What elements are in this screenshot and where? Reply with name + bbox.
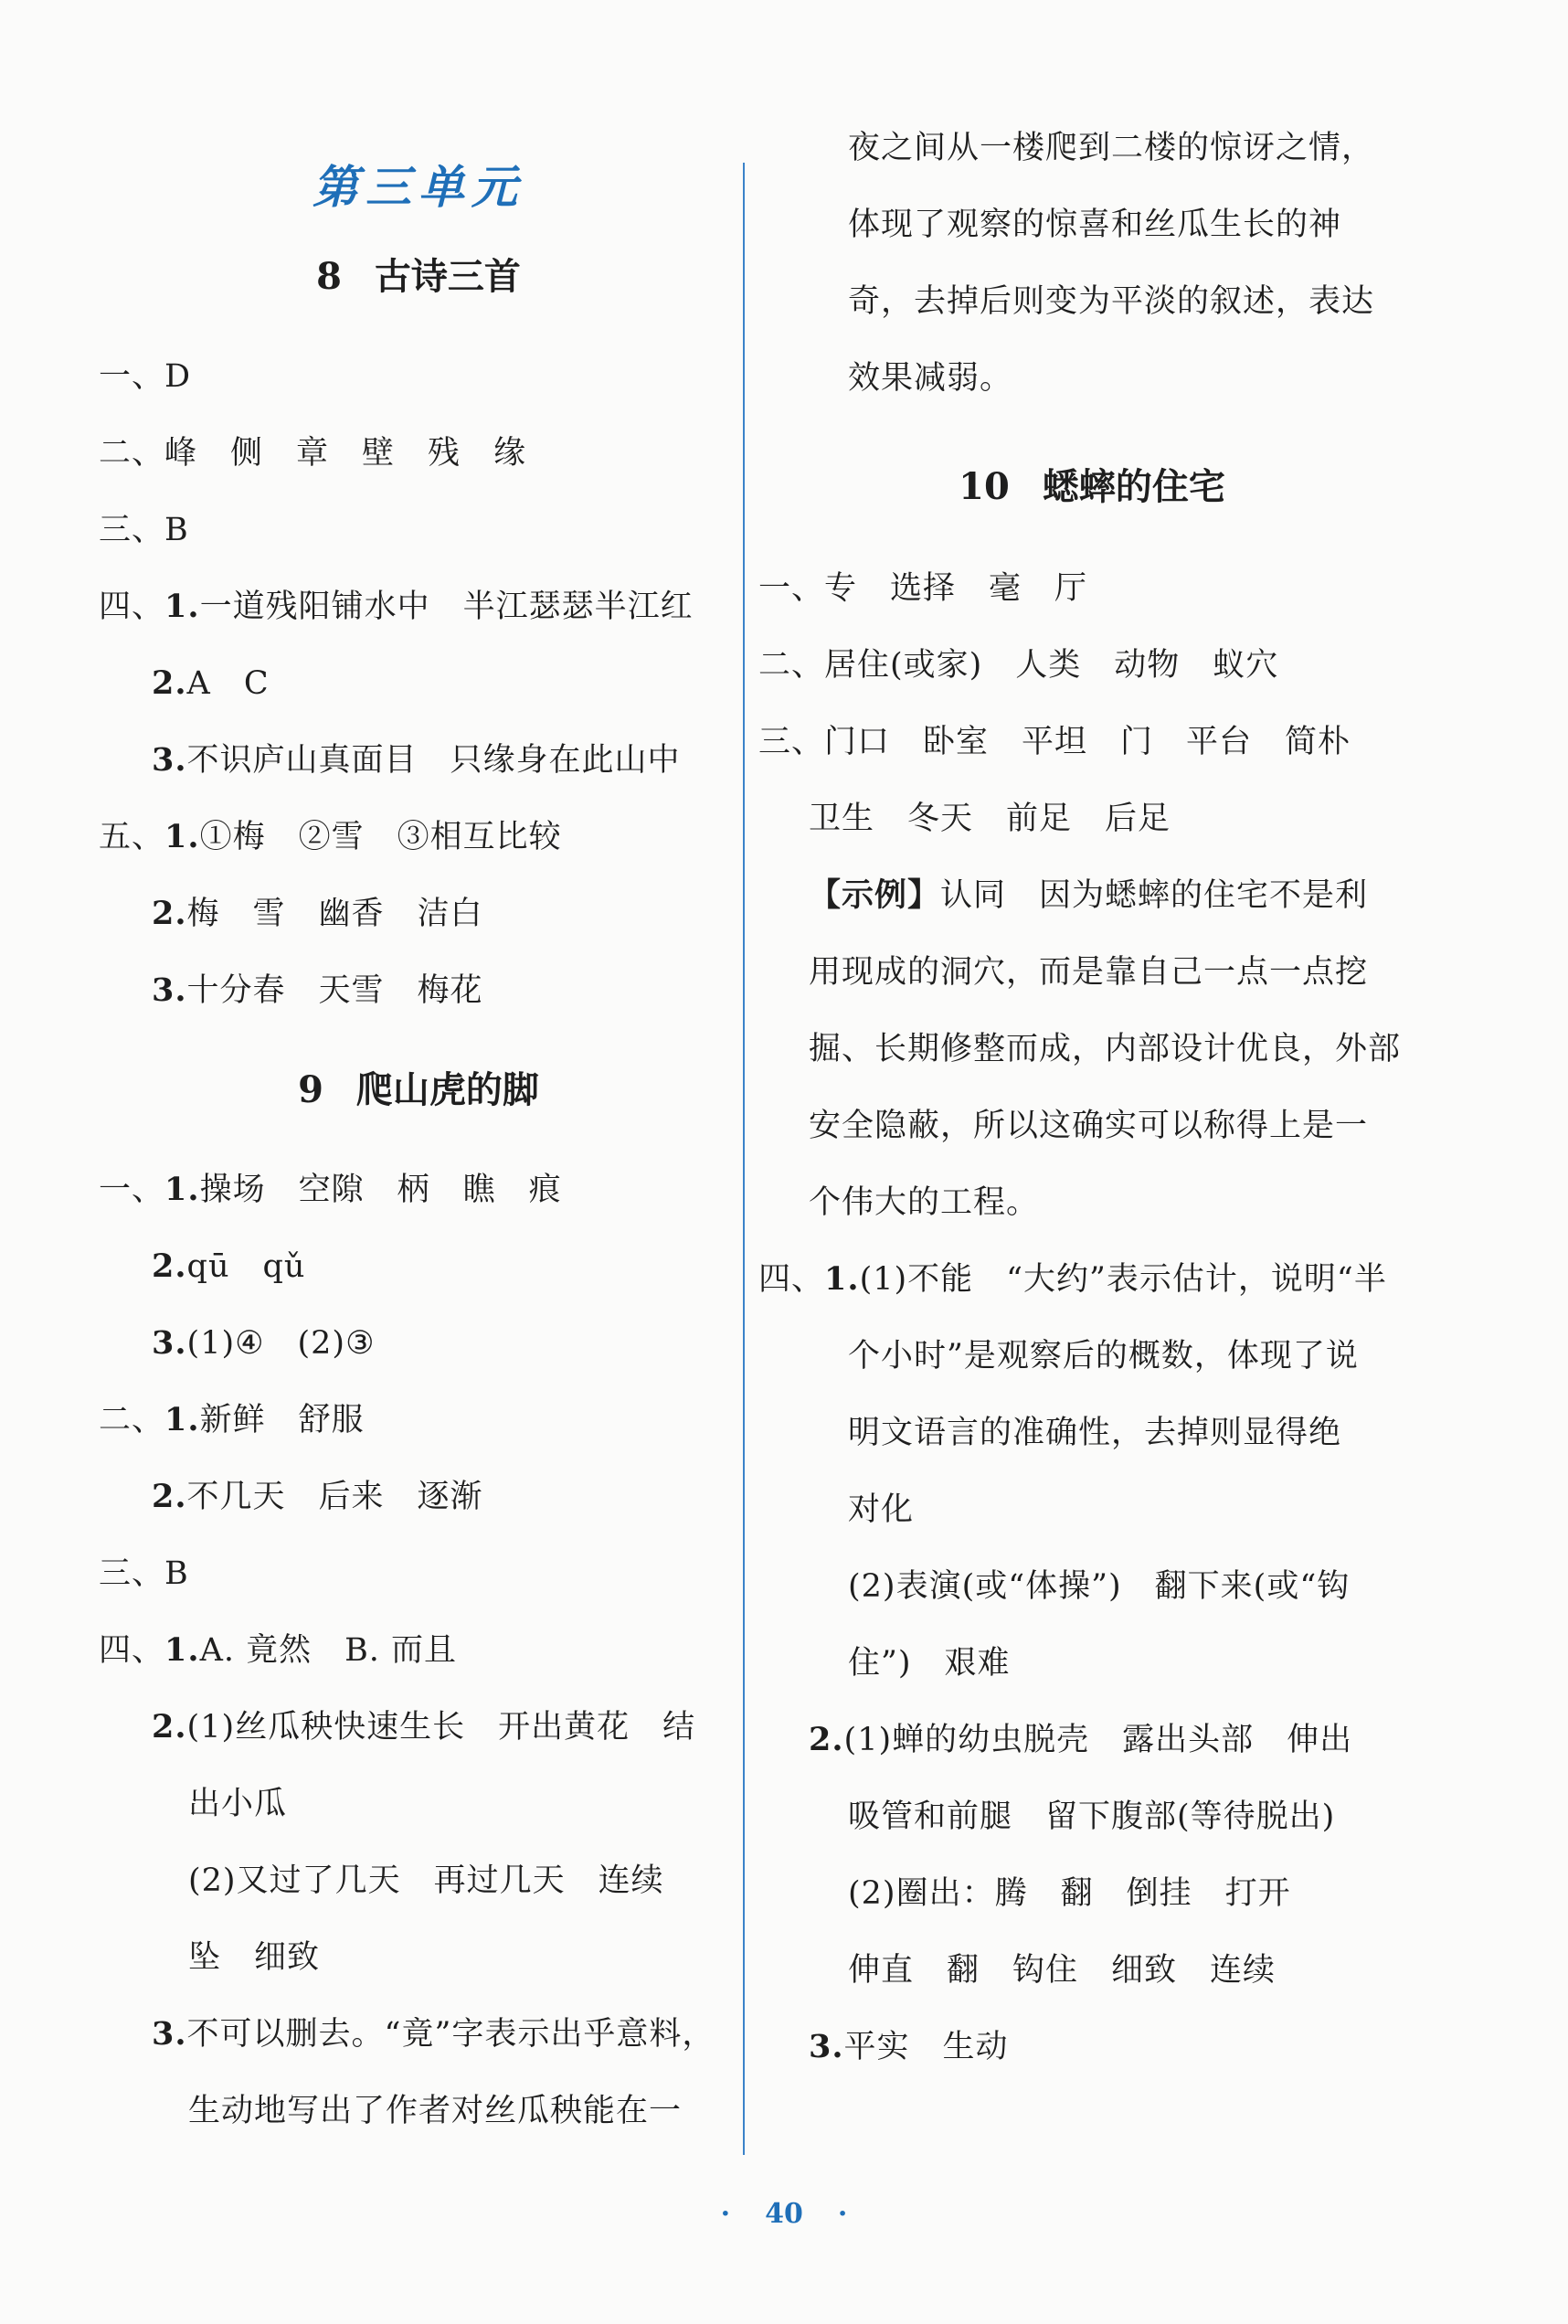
page-number: 40 (765, 2198, 803, 2230)
item-number: 1. (164, 1171, 200, 1208)
answer-line: 明文语言的准确性，去掉则显得绝 (848, 1415, 1342, 1451)
answer-line: 奇，去掉后则变为平淡的叙述，表达 (848, 283, 1375, 320)
item-prefix: 四、 (758, 1261, 825, 1298)
answer-line: 体现了观察的惊喜和丝瓜生长的神 (848, 207, 1342, 243)
item-text: A. 竟然 B. 而且 (199, 1632, 458, 1669)
item-text: 一道残阳铺水中 半江瑟瑟半江红 (199, 589, 694, 625)
answer-line: 用现成的洞穴，而是靠自己一点一点挖 (809, 954, 1369, 991)
item-number: 2. (152, 1708, 187, 1746)
item-number: 1. (824, 1260, 860, 1298)
item-text: 平实 生动 (843, 2029, 1009, 2065)
item-number: 1. (164, 818, 200, 855)
section-8-title (99, 236, 738, 318)
answer-line (99, 799, 738, 875)
section-10-title (758, 446, 1425, 528)
answer-line: 坠 细致 (188, 1939, 321, 1976)
answer-line: 生动地写出了作者对丝瓜秧能在一 (188, 2093, 683, 2129)
section-number: 9 (298, 1068, 323, 1111)
item-prefix: 五、 (99, 819, 165, 855)
footer-dot-left: · (720, 2198, 731, 2230)
answer-line (99, 875, 738, 952)
item-text: (1)不能 “大约”表示估计，说明“半 (859, 1261, 1387, 1298)
answer-line: 二、峰 侧 章 壁 残 缘 (99, 435, 527, 472)
item-number: 3. (152, 741, 187, 779)
answer-line: 二、居住(或家) 人类 动物 蚁穴 (758, 647, 1279, 684)
answer-line: (2)圈出：腾 翻 倒挂 打开 (848, 1875, 1291, 1912)
answer-line (99, 1612, 738, 1689)
item-text: 不可以删去。“竟”字表示出乎意料， (186, 2016, 715, 2053)
section-name: 古诗三首 (374, 255, 521, 298)
answer-line: (2)表演(或“体操”) 翻下来(或“钩 (848, 1568, 1351, 1605)
item-prefix: 一、 (99, 1172, 165, 1208)
answer-line: 对化 (848, 1491, 915, 1528)
answer-line: 三、B (99, 512, 189, 548)
item-prefix: 二、 (99, 1402, 165, 1438)
right-column (758, 130, 1425, 2085)
answer-line: 卫生 冬天 前足 后足 (809, 801, 1171, 837)
item-text: ①梅 ②雪 ③相互比较 (199, 819, 562, 855)
answer-line (99, 722, 738, 799)
item-number: 2. (152, 1478, 187, 1515)
item-text: qū qǔ (186, 1248, 306, 1285)
answer-line: 吸管和前腿 留下腹部(等待脱出) (848, 1799, 1336, 1835)
answer-line: 伸直 翻 钩住 细致 连续 (848, 1952, 1277, 1989)
answer-line (99, 1996, 738, 2073)
answer-line: 个小时”是观察后的概数，体现了说 (848, 1338, 1359, 1374)
item-text: 十分春 天雪 梅花 (186, 972, 483, 1009)
section-9-title (99, 1049, 738, 1131)
left-column (99, 146, 738, 2149)
answer-line: 个伟大的工程。 (809, 1184, 1040, 1221)
item-number: 2. (152, 895, 187, 932)
footer-dot-right: · (837, 2198, 848, 2230)
answer-line: 夜之间从一楼爬到二楼的惊讶之情， (848, 130, 1375, 166)
answer-line (99, 1382, 738, 1459)
answer-line (99, 568, 738, 645)
answer-line (99, 645, 738, 722)
answer-line: 一、D (99, 358, 192, 395)
item-text: 不几天 后来 逐渐 (186, 1479, 483, 1515)
item-number: 1. (164, 1631, 200, 1669)
page-footer (0, 2191, 1568, 2237)
item-number: 2. (809, 1721, 844, 1758)
item-number: 3. (152, 2015, 187, 2053)
answer-line (758, 1241, 1425, 1318)
answer-line: 住”) 艰难 (848, 1645, 1011, 1682)
item-number: 2. (152, 664, 187, 702)
section-number: 8 (316, 255, 342, 298)
answer-line (99, 1151, 738, 1228)
answer-line: 三、门口 卧室 平坦 门 平台 简朴 (758, 724, 1351, 760)
item-number: 3. (809, 2028, 844, 2065)
answer-line: (2)又过了几天 再过几天 连续 (188, 1862, 664, 1899)
answer-line (99, 952, 738, 1029)
answer-line: 掘、长期修整而成，内部设计优良，外部 (809, 1031, 1402, 1067)
item-number: 2. (152, 1247, 187, 1285)
item-text: (1)蝉的幼虫脱壳 露出头部 伸出 (843, 1722, 1353, 1758)
answer-line (758, 1702, 1425, 1778)
example-tag: 【示例】 (809, 876, 941, 914)
answer-line (99, 1305, 738, 1382)
item-text: (1)丝瓜秧快速生长 开出黄花 结 (186, 1709, 696, 1746)
answer-line: 三、B (99, 1555, 189, 1592)
item-number: 3. (152, 1324, 187, 1362)
unit-title: 第三单元 (313, 160, 524, 214)
column-divider (743, 163, 745, 2155)
answer-line (99, 1459, 738, 1535)
answer-line (99, 1228, 738, 1305)
item-text: A C (186, 665, 270, 702)
item-text: 新鲜 舒服 (199, 1402, 365, 1438)
item-number: 3. (152, 971, 187, 1009)
item-text: 梅 雪 幽香 洁白 (186, 896, 483, 932)
section-name: 蟋蟀的住宅 (1042, 465, 1225, 508)
answer-line: 一、专 选择 毫 厅 (758, 570, 1088, 607)
item-number: 1. (164, 1401, 200, 1438)
section-name: 爬山虎的脚 (355, 1068, 539, 1111)
answer-line: 出小瓜 (188, 1786, 288, 1822)
answer-line (99, 1689, 738, 1766)
item-text: 操场 空隙 柄 瞧 痕 (199, 1172, 562, 1208)
answer-line (758, 2009, 1425, 2085)
item-text: 认同 因为蟋蟀的住宅不是利 (940, 877, 1369, 914)
item-text: 不识庐山真面目 只缘身在此山中 (186, 742, 681, 779)
item-text: (1)④ (2)③ (186, 1325, 376, 1362)
answer-line: 安全隐蔽，所以这确实可以称得上是一 (809, 1108, 1369, 1144)
answer-line: 效果减弱。 (848, 360, 1013, 397)
item-number: 1. (164, 588, 200, 625)
answer-line (758, 857, 1425, 934)
section-number: 10 (959, 465, 1010, 508)
item-prefix: 四、 (99, 1632, 165, 1669)
item-prefix: 四、 (99, 589, 165, 625)
